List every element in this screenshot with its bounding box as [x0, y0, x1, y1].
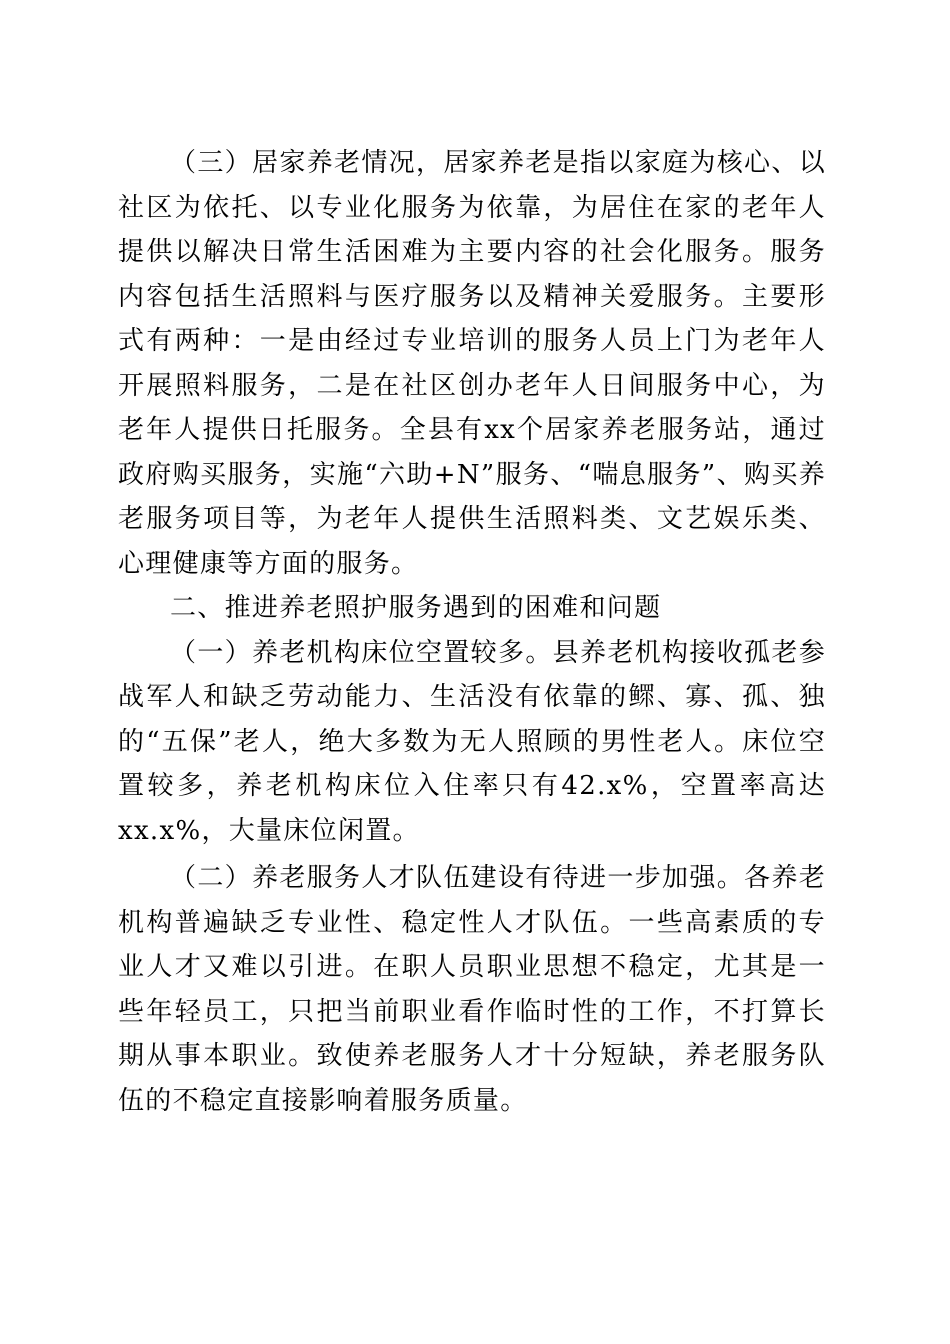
paragraph-talent-team: （二）养老服务人才队伍建设有待进一步加强。各养老机构普遍缺乏专业性、稳定性人才队伍。一些高素质的专业人才又难以引进。在职人员职业思想不稳定，尤其是一些年轻员工，只把当前职业看作临时性的工作，不打算长期从事本职业。致使养老服务人才十分短缺，养老服务队伍的不稳定直接影响着服务质量。 [118, 863, 826, 1116]
paragraph-home-care: （三）居家养老情况，居家养老是指以家庭为核心、以社区为依托、以专业化服务为依靠，为居住在家的老年人提供以解决日常生活困难为主要内容的社会化服务。服务内容包括生活照料与医疗服务以及精神关爱服务。主要形式有两种：一是由经过专业培训的服务人员上门为老年人开展照料服务，二是在社区创办老年人日间服务中心，为老年人提供日托服务。全县有xx个居家养老服务站，通过政府购买服务，实施“六助+N”服务、“喘息服务”、购买养老服务项目等，为老年人提供生活照料类、文艺娱乐类、心理健康等方面的服务。 [118, 148, 826, 579]
section-heading-difficulties: 二、推进养老照护服务遇到的困难和问题 [170, 593, 662, 623]
paragraph-vacant-beds: （一）养老机构床位空置较多。县养老机构接收孤老参战军人和缺乏劳动能力、生活没有依靠的鳏、寡、孤、独的“五保”老人，绝大多数为无人照顾的男性老人。床位空置较多，养老机构床位入住率只有42.x%，空置率高达xx.x%，大量床位闲置。 [118, 637, 826, 846]
document-page [118, 141, 826, 1123]
